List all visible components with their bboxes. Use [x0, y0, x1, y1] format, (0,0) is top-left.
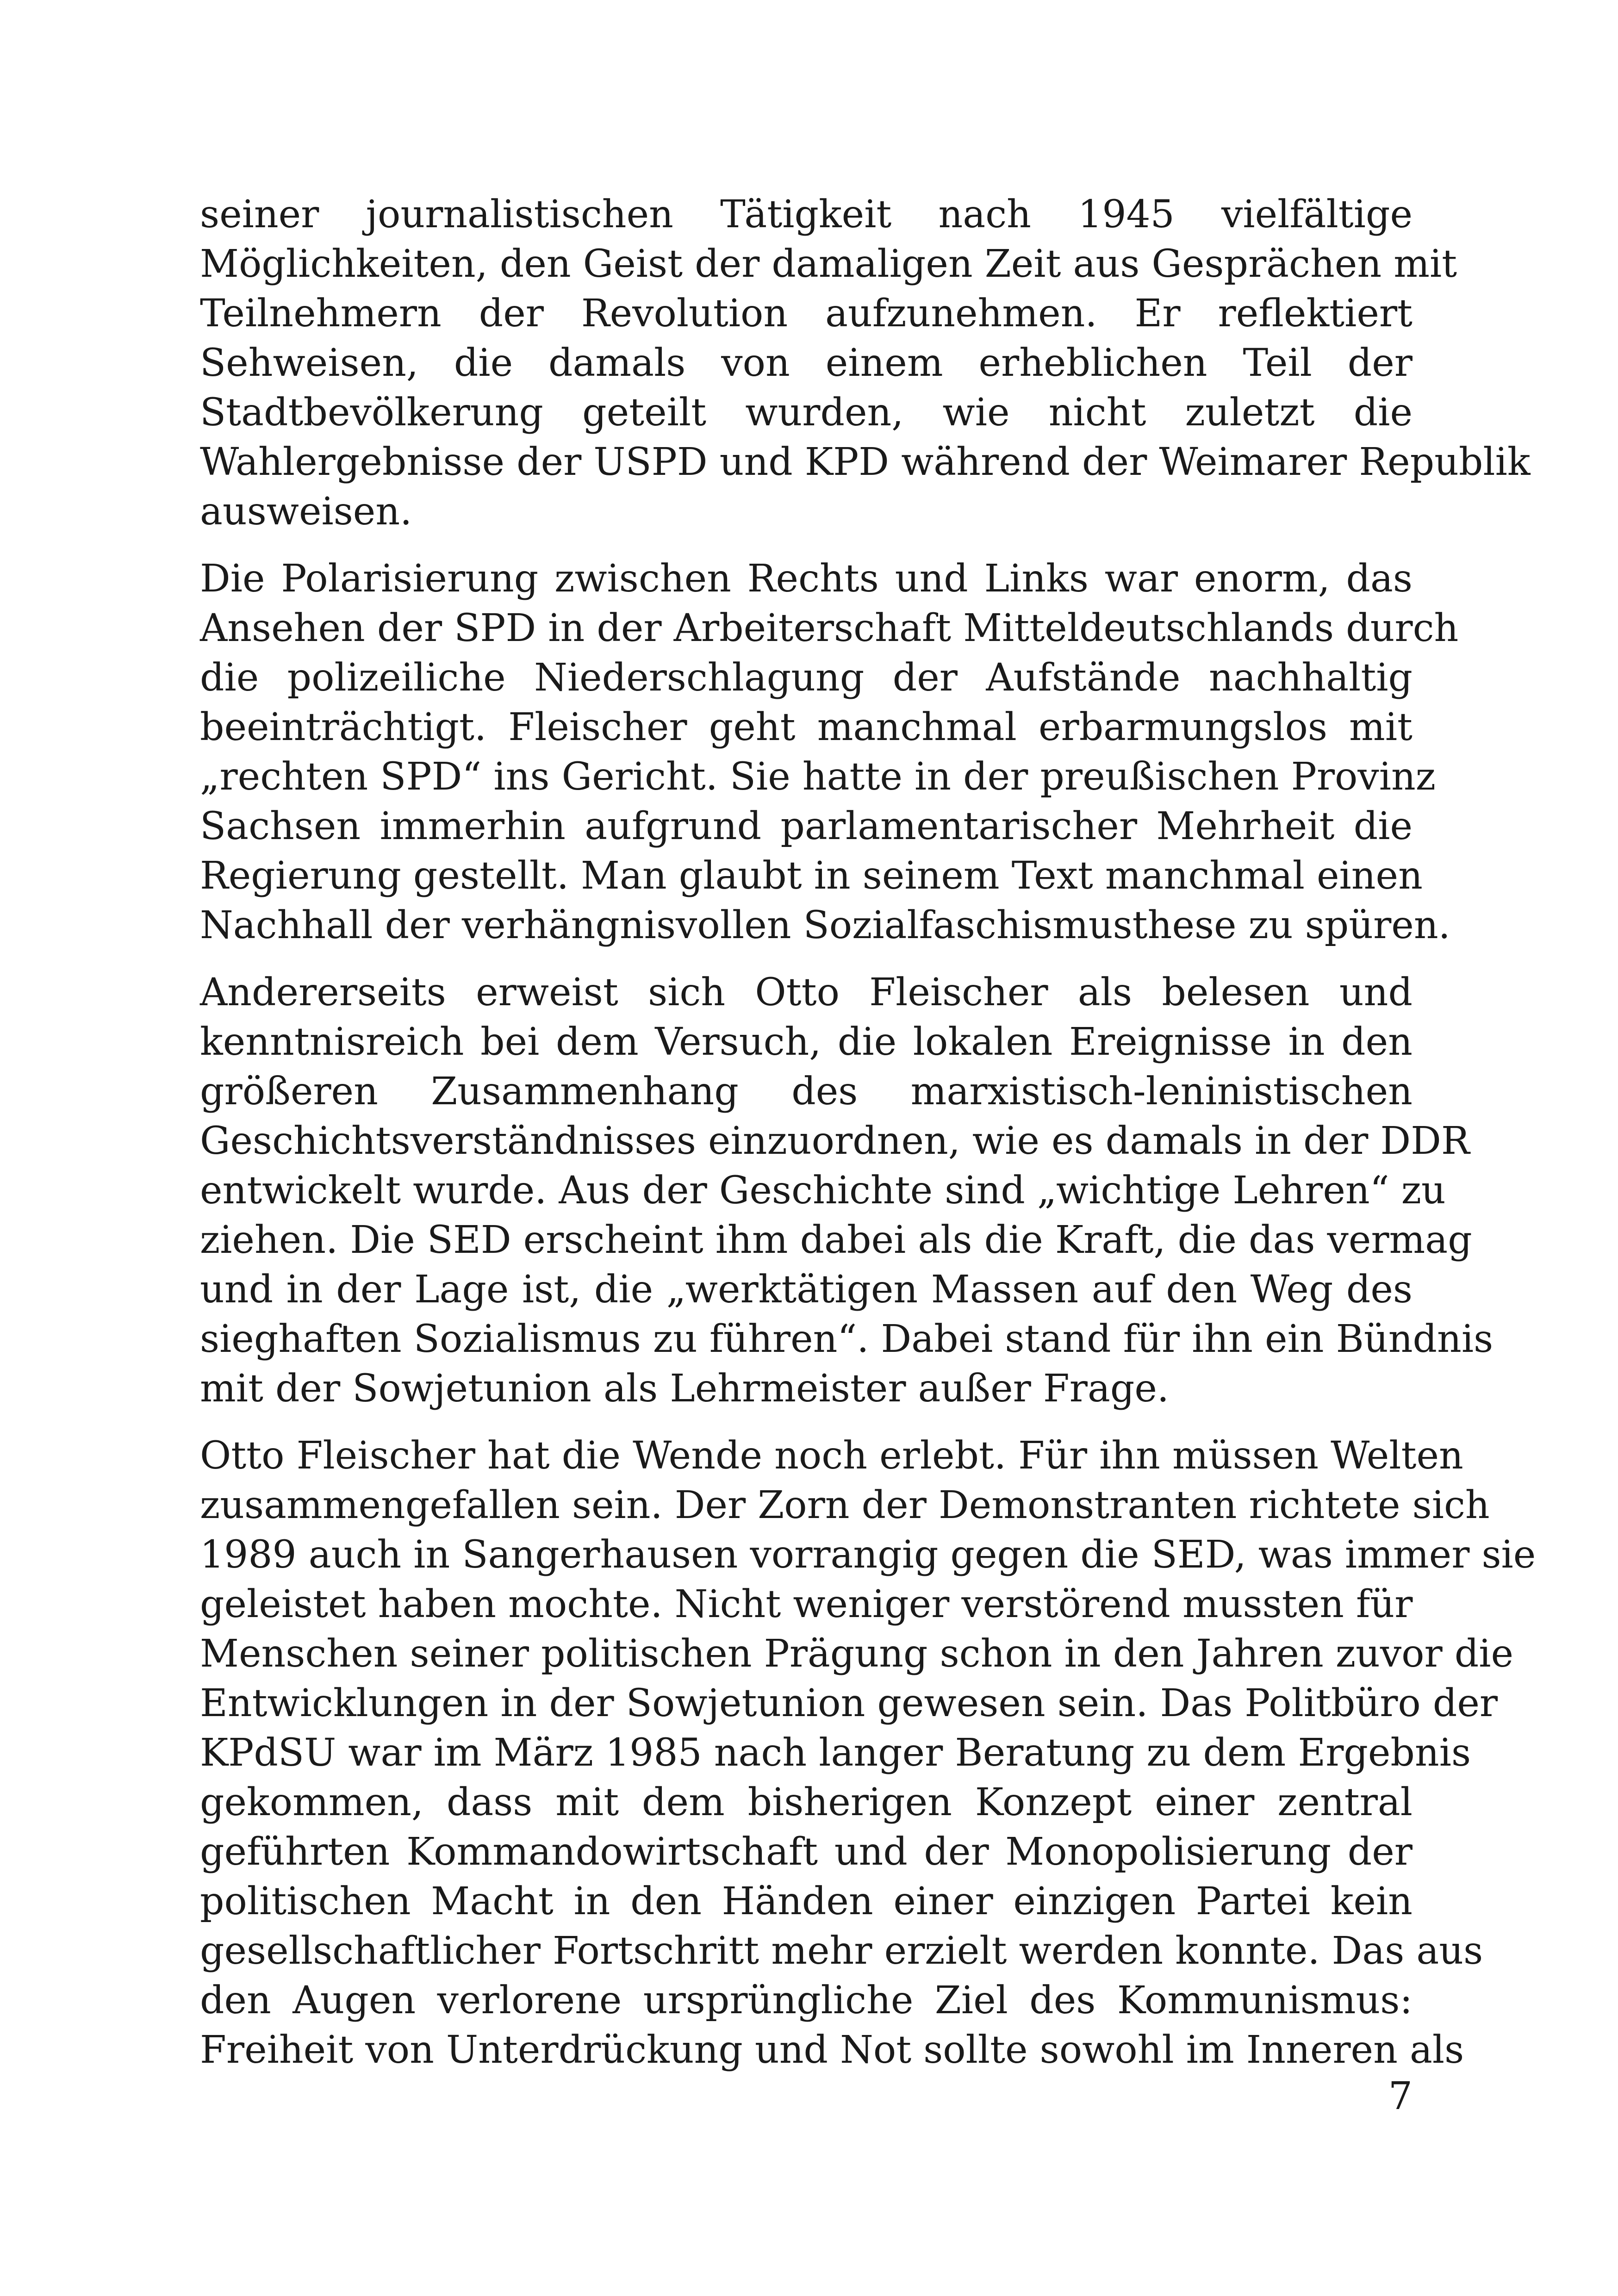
text-line: Freiheit von Unterdrückung und Not sollte sowohl im Inneren als [200, 2028, 1464, 2072]
text-line: ausweisen. [200, 490, 412, 534]
paragraph-1 [200, 190, 1531, 536]
text-line: Wahlergebnisse der USPD und KPD während der Weimarer Republik [200, 440, 1531, 484]
text-line: größeren Zusammenhang des marxistisch-leninistischen [200, 1070, 1413, 1114]
text-line: Sehweisen, die damals von einem erheblichen Teil der [200, 341, 1413, 385]
text-line: „rechten SPD“ ins Gericht. Sie hatte in der preußischen Provinz [200, 755, 1436, 799]
body-text [200, 190, 1536, 2092]
paragraph-3 [200, 968, 1494, 1413]
text-line: KPdSU war im März 1985 nach langer Beratung zu dem Ergebnis [200, 1731, 1471, 1775]
text-line: seiner journalistischen Tätigkeit nach 1945 vielfältige [200, 193, 1413, 236]
text-line: ziehen. Die SED erscheint ihm dabei als die Kraft, die das vermag [200, 1218, 1472, 1262]
text-line: beeinträchtigt. Fleischer geht manchmal erbarmungslos mit [200, 705, 1413, 749]
text-line: sieghaften Sozialismus zu führen“. Dabei stand für ihn ein Bündnis [200, 1317, 1494, 1361]
text-line: die polizeiliche Niederschlagung der Aufstände nachhaltig [200, 656, 1413, 700]
text-line: Menschen seiner politischen Prägung schon in den Jahren zuvor die [200, 1632, 1514, 1676]
text-line: Möglichkeiten, den Geist der damaligen Zeit aus Gesprächen mit [200, 242, 1457, 286]
text-line: entwickelt wurde. Aus der Geschichte sind „wichtige Lehren“ zu [200, 1169, 1446, 1213]
text-line: gesellschaftlicher Fortschritt mehr erzielt werden konnte. Das aus [200, 1929, 1483, 1973]
text-line: Die Polarisierung zwischen Rechts und Links war enorm, das [200, 557, 1413, 601]
text-line: Ansehen der SPD in der Arbeiterschaft Mitteldeutschlands durch [200, 606, 1459, 650]
text-line: gekommen, dass mit dem bisherigen Konzept einer zentral [200, 1780, 1413, 1824]
text-line: Regierung gestellt. Man glaubt in seinem Text manchmal einen [200, 854, 1423, 898]
text-line: Sachsen immerhin aufgrund parlamentarischer Mehrheit die [200, 804, 1413, 848]
text-line: mit der Sowjetunion als Lehrmeister außer Frage. [200, 1367, 1169, 1411]
paragraph-4 [200, 1431, 1536, 2075]
text-line: 1989 auch in Sangerhausen vorrangig gegen die SED, was immer sie [200, 1533, 1536, 1577]
text-line: Otto Fleischer hat die Wende noch erlebt. Für ihn müssen Welten [200, 1434, 1463, 1478]
page-number: 7 [1388, 2074, 1413, 2118]
text-line: Andererseits erweist sich Otto Fleischer als belesen und [200, 971, 1413, 1014]
text-line: kenntnisreich bei dem Versuch, die lokalen Ereignisse in den [200, 1020, 1413, 1064]
text-line: Teilnehmern der Revolution aufzunehmen. Er reflektiert [200, 292, 1413, 336]
text-line: und in der Lage ist, die „werktätigen Massen auf den Weg des [200, 1268, 1413, 1312]
text-line: geführten Kommandowirtschaft und der Monopolisierung der [200, 1830, 1413, 1874]
text-line: politischen Macht in den Händen einer einzigen Partei kein [200, 1879, 1413, 1923]
text-line: Nachhall der verhängnisvollen Sozialfaschismusthese zu spüren. [200, 903, 1450, 947]
text-line: Geschichtsverständnisses einzuordnen, wie es damals in der DDR [200, 1119, 1470, 1163]
text-line: geleistet haben mochte. Nicht weniger verstörend mussten für [200, 1582, 1413, 1626]
text-line: zusammengefallen sein. Der Zorn der Demonstranten richtete sich [200, 1483, 1490, 1527]
text-line: Stadtbevölkerung geteilt wurden, wie nicht zuletzt die [200, 391, 1413, 435]
text-line: den Augen verlorene ursprüngliche Ziel des Kommunismus: [200, 1979, 1413, 2022]
paragraph-2 [200, 554, 1459, 950]
text-line: Entwicklungen in der Sowjetunion gewesen sein. Das Politbüro der [200, 1681, 1498, 1725]
